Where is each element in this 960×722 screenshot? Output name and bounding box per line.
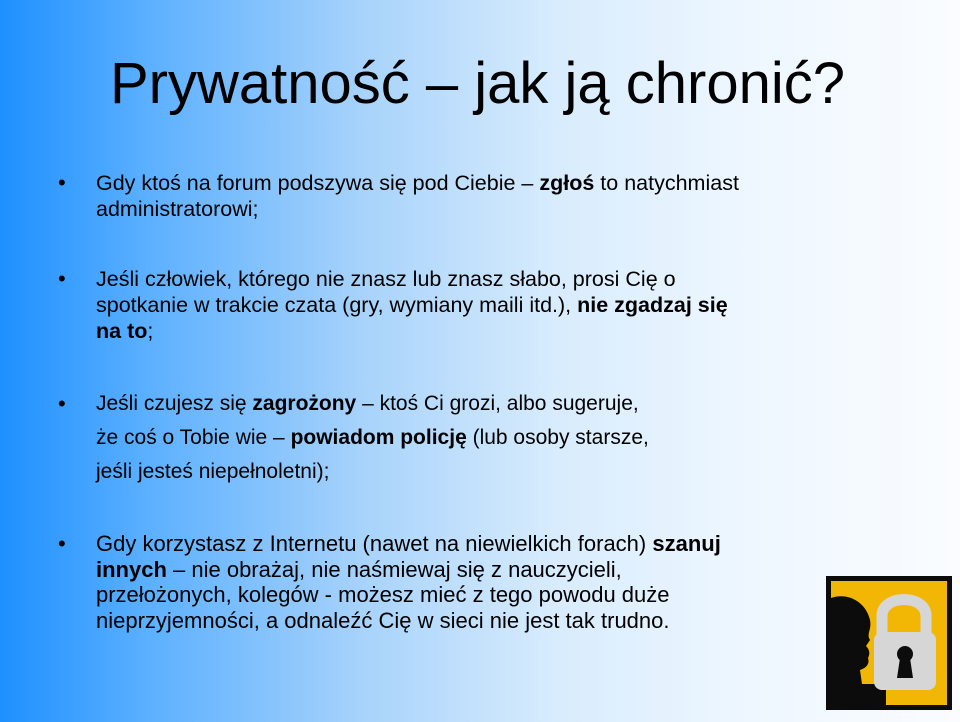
bullet-line: przełożonych, kolegów - możesz mieć z tego powodu duże [96, 582, 670, 607]
bullet-item [58, 531, 878, 633]
bullet-line: że coś o Tobie wie – powiadom policję (lub osoby starsze, [96, 426, 649, 449]
bullet-line: nieprzyjemności, a odnaleźć Cię w sieci nie jest tak trudno. [96, 607, 670, 633]
bullet-line: innych – nie obrażaj, nie naśmiewaj się z nauczycieli, [96, 556, 622, 582]
bullet-dot: • [58, 170, 66, 195]
bullet-item [58, 387, 878, 489]
bullet-line: Jeśli człowiek, którego nie znasz lub znasz słabo, prosi Cię o [96, 267, 676, 291]
bullet-dot: • [58, 531, 66, 556]
bullet-line: administratorowi; [96, 197, 259, 221]
bullet-line: Gdy ktoś na forum podszywa się pod Ciebie – zgłoś to natychmiast [96, 171, 739, 195]
slide-title: Prywatność – jak ją chronić? [110, 51, 845, 116]
bullet-dot: • [58, 391, 66, 416]
bullet-line: spotkanie w trakcie czata (gry, wymiany maili itd.), nie zgadzaj się [96, 293, 728, 317]
bullet-line: jeśli jesteś niepełnoletni); [96, 460, 330, 483]
bullet-item [58, 170, 878, 222]
bullet-item [58, 266, 878, 344]
padlock-head-icon [826, 576, 952, 710]
bullet-line: na to; [96, 319, 154, 343]
bullet-dot: • [58, 266, 66, 291]
bullet-line: Jeśli czujesz się zagrożony – ktoś Ci grozi, albo sugeruje, [96, 392, 639, 415]
bullet-line: Gdy korzystasz z Internetu (nawet na niewielkich forach) szanuj [96, 531, 721, 556]
padlock-head-graphic [826, 576, 952, 710]
bullet-list [58, 170, 878, 633]
